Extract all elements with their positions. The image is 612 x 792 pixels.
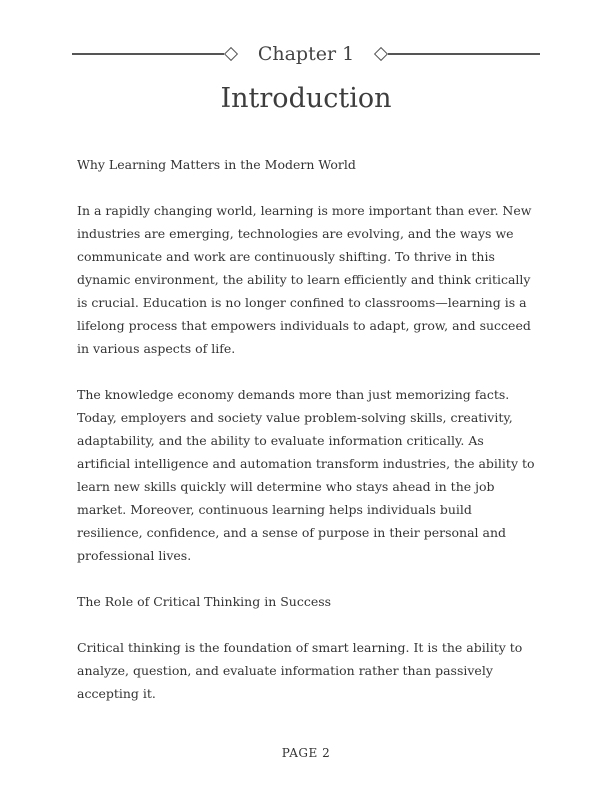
- chapter-rule-right: [388, 53, 540, 55]
- paragraph-changing-world: In a rapidly changing world, learning is more important than ever. New industries are emerging, technologies are evolving, and the ways we communicate and work are continuously shifting. To thrive in this dynamic environment, the ability to learn efficiently and think critically is crucial. Education is no longer confined to classrooms—learning is a lifelong process that empowers individuals to adapt, grow, and succeed in various aspects of life.: [77, 203, 532, 356]
- page-number: PAGE 2: [281, 746, 331, 760]
- chapter-label: Chapter 1: [257, 43, 355, 65]
- page-title: Introduction: [220, 83, 392, 114]
- chapter-header: [72, 40, 540, 68]
- section-heading-why-learning: Why Learning Matters in the Modern World: [77, 157, 356, 172]
- chapter-body: [77, 153, 537, 728]
- section-heading-critical-thinking: The Role of Critical Thinking in Success: [77, 594, 332, 609]
- paragraph-knowledge-economy: The knowledge economy demands more than just memorizing facts. Today, employers and society value problem-solving skills, creativity, adaptability, and the ability to evaluate information critically. As artificial intelligence and automation transform industries, the ability to learn new skills quickly will determine who stays ahead in the job market. Moreover, continuous learning helps individuals build resilience, confidence, and a sense of purpose in their personal and professional lives.: [77, 387, 535, 563]
- paragraph-critical-thinking: Critical thinking is the foundation of smart learning. It is the ability to analyze, question, and evaluate information rather than passively accepting it.: [77, 640, 523, 701]
